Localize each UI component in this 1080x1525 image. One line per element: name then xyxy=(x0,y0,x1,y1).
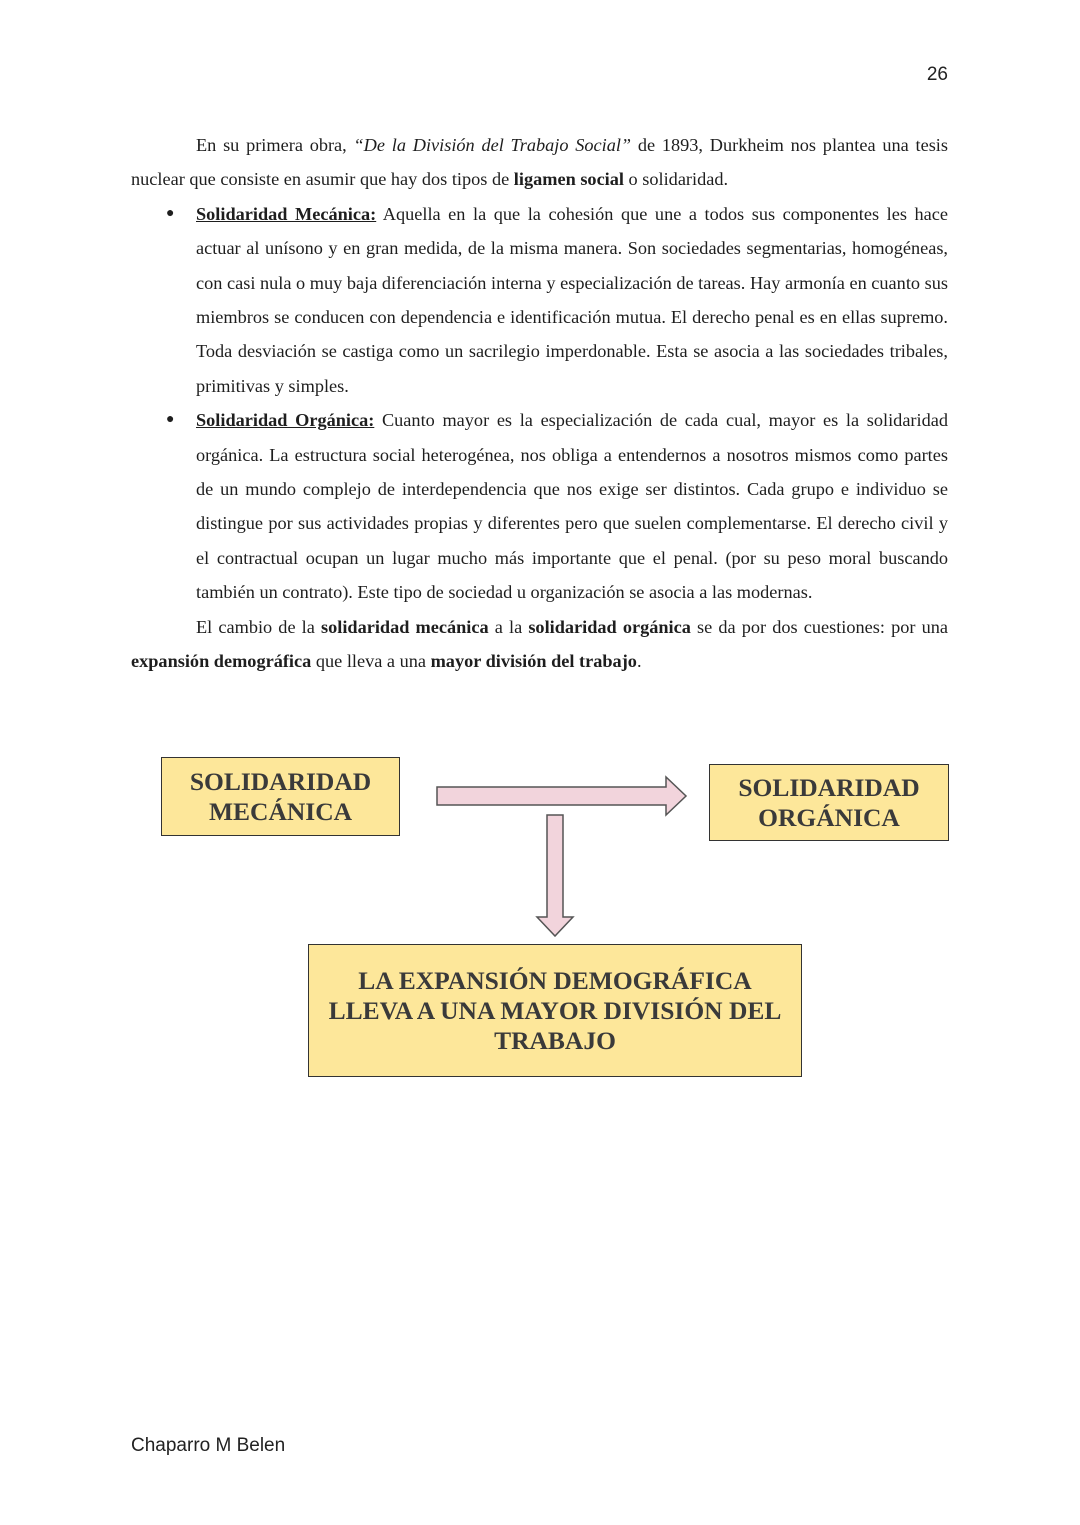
down-arrow-icon xyxy=(535,814,575,938)
box-line: LLEVA A UNA MAYOR DIVISIÓN DEL xyxy=(328,995,782,1025)
box-line: SOLIDARIDAD xyxy=(738,772,920,802)
bold-solidaridad-mecanica: solidaridad mecánica xyxy=(321,616,489,637)
solidarity-list xyxy=(131,197,948,610)
change-paragraph xyxy=(131,610,948,679)
intro-text: de 1893, Durkheim nos plantea una tesis nuclear que consiste en asumir que hay dos tipos de xyxy=(131,135,949,190)
definition-organica: Cuanto mayor es la especialización de cada cual, mayor es la solidaridad orgánica. La estructura social heterogénea, nos obliga a entendernos a nosotros mismos como partes de un mundo complejo de interdependencia que nos exige ser distintos. Cada grupo e individuo se distingue por sus actividades propias y diferentes pero que suelen complementarse. El derecho civil y el contractual ocupan un lugar mucho más importante que el penal. (por su peso moral buscando también un contrato). Este tipo de sociedad u organización se asocia a las modernas. xyxy=(196,410,948,603)
box-solidaridad-organica xyxy=(709,764,949,841)
down-arrow-shape xyxy=(537,815,573,936)
change-text: que lleva a una xyxy=(311,651,431,672)
term-mecanica: Solidaridad Mecánica: xyxy=(196,203,377,224)
bold-solidaridad-organica: solidaridad orgánica xyxy=(528,616,691,637)
box-line: ORGÁNICA xyxy=(758,802,900,832)
box-line: LA EXPANSIÓN DEMOGRÁFICA xyxy=(358,965,752,995)
box-line: TRABAJO xyxy=(494,1025,616,1055)
bold-term-ligamen: ligamen social xyxy=(513,169,624,190)
book-title: “De la División del Trabajo Social” xyxy=(353,135,632,155)
list-item-organica xyxy=(131,403,948,609)
change-text: se da por dos cuestiones: por una xyxy=(690,616,948,637)
bold-division-trabajo: mayor división del trabajo xyxy=(430,651,637,672)
change-text: . xyxy=(636,651,642,672)
change-text: El cambio de la xyxy=(196,616,321,637)
term-organica: Solidaridad Orgánica: xyxy=(196,410,375,431)
intro-text: o solidaridad. xyxy=(623,169,729,190)
bold-expansion-demografica: expansión demográfica xyxy=(131,651,312,672)
box-solidaridad-mecanica xyxy=(161,757,400,836)
right-arrow-shape xyxy=(437,777,686,815)
bullet-icon: ● xyxy=(166,205,175,221)
list-item-mecanica xyxy=(131,197,948,403)
body-text xyxy=(131,128,948,679)
change-text: a la xyxy=(488,616,529,637)
footer-author: Chaparro M Belen xyxy=(131,1435,286,1456)
bullet-icon: ● xyxy=(166,412,175,428)
right-arrow-icon xyxy=(436,775,688,817)
intro-text: En su primera obra, xyxy=(196,135,354,155)
page-number: 26 xyxy=(926,64,948,85)
box-expansion-demografica xyxy=(308,944,802,1077)
intro-paragraph xyxy=(131,128,948,197)
box-line: SOLIDARIDAD xyxy=(189,766,372,796)
definition-mecanica: Aquella en la que la cohesión que une a todos sus componentes les hace actuar al unísono y en gran medida, de la misma manera. Son sociedades segmentarias, homogéneas, con casi nula o muy baja diferenciación interna y especialización de tareas. Hay armonía en cuanto sus miembros se conducen con dependencia e identificación mutua. El derecho penal es en ellas supremo. Toda desviación se castiga como un sacrilegio imperdonable. Esta se asocia a las sociedades tribales, primitivas y simples. xyxy=(196,203,948,396)
box-line: MECÁNICA xyxy=(208,796,353,826)
